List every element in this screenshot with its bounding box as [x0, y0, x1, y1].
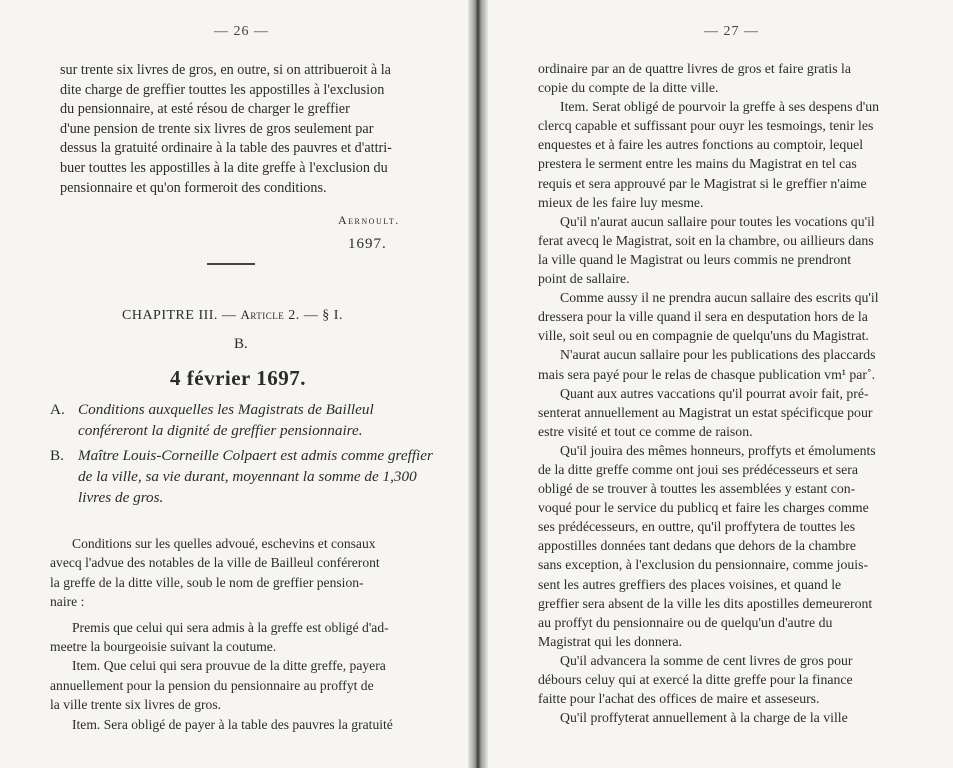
text-line: senterat annuellement au Magistrat un estat spécificque pour [538, 404, 873, 420]
text-line: dessus la gratuité ordinaire à la table des pauvres et d'attri- [60, 140, 392, 157]
summary-item [50, 445, 435, 508]
signature-year: 1697. [348, 236, 387, 252]
text-line: dite charge de greffier touttes les appostilles à l'exclusion [60, 81, 385, 98]
text-line: Comme aussy il ne prendra aucun sallaire des escrits qu'il [560, 290, 879, 306]
section-letter: B. [234, 336, 248, 352]
text-line: Item. Serat obligé de pourvoir la greffe à ses despens d'un [560, 99, 880, 115]
text-line: appostilles données tant dedans que dehors de la chambre [538, 538, 856, 554]
text-line: la ville trente six livres de gros. [50, 697, 222, 713]
divider [207, 263, 255, 265]
text-line: copie du compte de la ditte ville. [538, 80, 719, 96]
text-line: buer touttes les appostilles à la dite greffe à l'exclusion du [60, 159, 388, 176]
summary-text: Maître Louis-Corneille Colpaert est admis comme greffier de la ville, sa vie durant, moyennant la somme de 1,300 livres de gros. [78, 447, 433, 506]
text-line: clercq capable et suffissant pour ouyr les tesmoings, tenir les [538, 118, 874, 134]
text-line: prestera le serment entre les mains du Magistrat en tel cas [538, 156, 857, 172]
date-heading: 4 février 1697. [170, 366, 306, 390]
text-line: ferat avecq le Magistrat, soit en la chambre, ou aillieurs dans [538, 232, 874, 248]
text-line: N'aurat aucun sallaire pour les publications des placcards [560, 347, 876, 363]
text-line: sans exception, à l'exclusion du pensionnaire, comme jouis- [538, 557, 869, 573]
text-line: Conditions sur les quelles advoué, eschevins et consaux [72, 536, 376, 551]
text-line: annuellement pour la pension du pensionnaire au proffyt de [50, 677, 374, 693]
text-line: Magistrat qui les donnera. [538, 633, 683, 649]
chapter-article: Article [240, 307, 285, 322]
summary-headings [50, 399, 435, 512]
text-line: voqué pour le service du publicq et faire les charges comme [538, 500, 869, 516]
left-page [0, 0, 468, 768]
text-line: Item. Sera obligé de payer à la table des pauvres la gratuité [72, 716, 393, 732]
chapter-suffix: 2. — § I. [284, 308, 343, 323]
book-gutter [468, 0, 488, 768]
text-line: meetre la bourgeoisie suivant la coutume. [50, 639, 277, 655]
page-number-right: — 27 — [704, 24, 759, 39]
text-line: la greffe de la ditte ville, soub le nom de greffier pension- [50, 574, 364, 590]
text-line: estre visité et tout ce comme de raison. [538, 423, 753, 439]
text-line: de la ditte greffe comme ont joui ses prédécesseurs et sera [538, 461, 859, 477]
text-line: Qu'il proffyterat annuellement à la charge de la ville [560, 710, 848, 726]
text-line: d'une pension de trente six livres de gros seulement par [60, 120, 374, 137]
right-body-text [538, 59, 918, 727]
summary-marker: A. [50, 401, 65, 418]
text-line: pensionnaire et qu'on formeroit des conditions. [60, 179, 327, 196]
text-line: ses prédécesseurs, en outtre, qu'il proffytera de touttes les [538, 519, 856, 535]
chapter-prefix: CHAPITRE III. — [122, 308, 241, 323]
text-line: Item. Que celui qui sera prouvue de la ditte greffe, payera [72, 658, 386, 674]
text-line: au proffyt du pensionnaire ou de quelqu'un d'autre du [538, 614, 833, 630]
text-line: requis et sera approuvé par le Magistrat si le greffier n'aime [538, 175, 867, 191]
text-line: enquestes et à faire les autres fonctions au comptoir, lequel [538, 137, 864, 153]
text-line: sur trente six livres de gros, en outre, si on attribueroit à la [60, 62, 391, 78]
signature-name: Aernoult. [338, 213, 400, 227]
body-text [50, 534, 428, 734]
text-line: Qu'il advancera la somme de cent livres de gros pour [560, 652, 853, 668]
text-line: mieux de les faire luy mesme. [538, 194, 704, 210]
text-line: Qu'il jouira des mêmes honneurs, proffyts et émoluments [560, 442, 876, 458]
text-line: mais sera payé pour le relas de chasque publication vm¹ par˚. [538, 366, 876, 382]
text-line: la ville quand le Magistrat ou leurs commis ne prendront [538, 251, 852, 267]
page-number-left: — 26 — [214, 24, 269, 39]
continuation-text [60, 61, 435, 198]
text-line: Quant aux autres vaccations qu'il pourrat avoir fait, pré- [560, 385, 869, 401]
text-line: point de sallaire. [538, 271, 630, 287]
summary-item [50, 399, 435, 441]
text-line: Qu'il n'aurat aucun sallaire pour toutes les vocations qu'il [560, 213, 875, 229]
summary-text: Conditions auxquelles les Magistrats de Bailleul conféreront la dignité de greffier pensionnaire. [78, 401, 374, 439]
text-line: dressera pour la ville quand il sera en desputation hors de la [538, 309, 868, 325]
right-page [488, 0, 953, 768]
text-line: greffier sera absent de la ville les dits apostilles demeureront [538, 595, 873, 611]
text-line: ordinaire par an de quattre livres de gros et faire gratis la [538, 61, 851, 76]
text-line: du pensionnaire, at esté résou de charger le greffier [60, 101, 350, 118]
text-line: avecq l'advue des notables de la ville de Bailleul conféreront [50, 555, 380, 571]
chapter-heading [122, 307, 343, 324]
text-line: obligé de se trouver à touttes les assemblées y estant con- [538, 481, 856, 497]
text-line: débours celuy qui at exercé la ditte greffe pour la finance [538, 672, 853, 687]
text-line: Premis que celui qui sera admis à la greffe est obligé d'ad- [72, 619, 389, 635]
summary-marker: B. [50, 447, 64, 464]
text-line: faitte pour l'achat des offices de maire et asseseurs. [538, 691, 820, 707]
text-line: ville, soit seul ou en compagnie de quelqu'uns du Magistrat. [538, 328, 869, 344]
text-line: naire : [50, 594, 85, 610]
text-line: sent les autres greffiers des places voisines, et quand le [538, 576, 842, 592]
